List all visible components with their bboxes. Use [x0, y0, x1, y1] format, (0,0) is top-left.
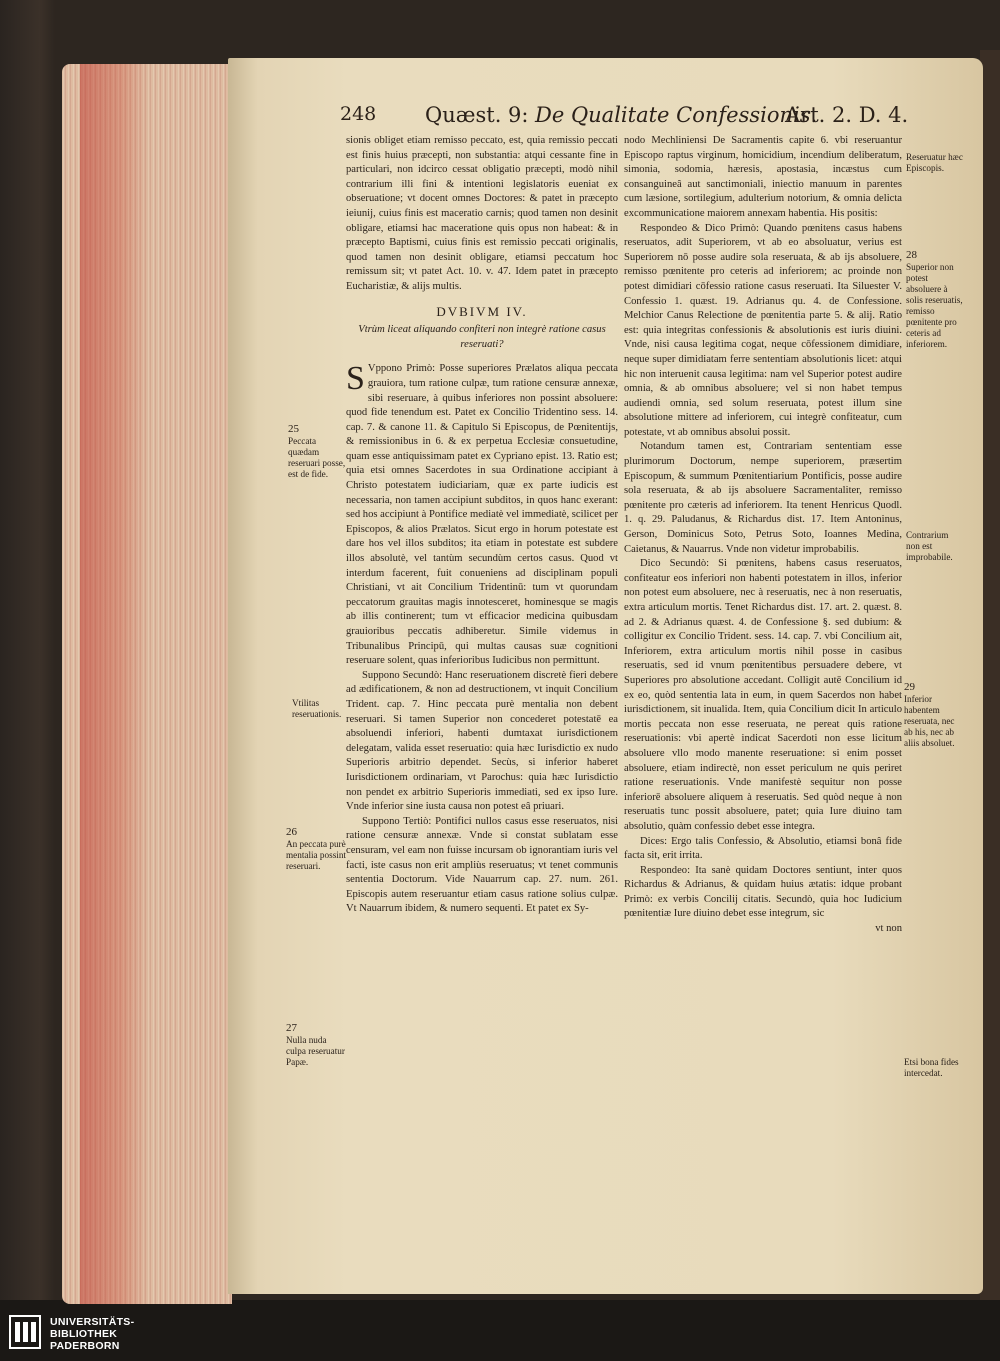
margin-note-text: Contrarium non est improbabile.	[906, 530, 953, 562]
margin-note-text: Peccata quædam reseruari posse, est de fide.	[288, 436, 346, 479]
header-question: Quæst. 9:	[425, 103, 529, 127]
right-paragraph-4: Dico Secundò: Si pœnitens, habens casus reseruatos, confiteatur eos inferiori non habenti potestatem in illos, inferior non potest eum absoluere, nec à reseruatis, nec à non reseruatis, extra articulum mortis. Tenet Richardus dist. 17. art. 2. quæst. 8. ad 2. & Adrianus quæst. 4. de Confessione §. sed dubium: & colligitur ex Concilio Trident. sess. 14. cap. 7. vbi Concilium ait, Inferiorem, extra articulum mortis nihil posse in casibus reseruatis, sed id vnum pœnitentibus persuadere debere, vt Superiores pro absolutione accedant. Colligit autē Concilium id ex eo, quòd sententia lata in eum, in quem Sacerdos non habet iurisdictionem, sit inualida. Item, quia Concilium dicit In articulo mortis peccata non esse reseruata, ne pereat quis ratione reseruationis: vbi apertè indicat Sacerdoti non esse licitum absoluere vllo modo manente reseruatione: si enim posset absoluere, etiam indirectè, non esset periculum ne quis periret ratione reseruationis. Vnde manifestè sequitur non posse inferiorē absoluere aliquem à reseruatis. Sed quòd neque à non reseruatis tunc possit absoluere, patet; quia Iure diuino tam absolutio, quàm confessio debet esse integra.	[624, 558, 902, 832]
page-edges	[62, 64, 232, 1304]
right-column	[624, 134, 902, 937]
margin-note-text: Superior non potest absoluere à solis reseruatis, remisso pœnitente pro ceteris ad inferiorem.	[906, 262, 963, 349]
library-logo	[4, 1308, 144, 1358]
right-paragraph-3: Notandum tamen est, Contrariam sententiam esse plurimorum Doctorum, nempe superiorem, præsertim Episcopum, & summum Pœnitentiarium Pontificis, posse audire sola reseruata, & ab ijs absoluere Sacramentaliter, remisso pœnitente pro cæteris ad inferiorem. Ita tenent Henricus Quodl. 1. q. 29. Paludanus, & Richardus dist. 17. Item Antoninus, Gerson, Dominicus Soto, Petrus Soto, Ioannes Medina, Caietanus, & Nauarrus. Vnde non videtur improbabilis.	[624, 441, 902, 555]
book-gutter	[980, 50, 1000, 1300]
margin-note-27	[286, 1023, 346, 1068]
question-title: Vtrùm liceat aliquando confiteri non integrè ratione casus reseruati?	[358, 324, 606, 350]
margin-note-text: An peccata purè mentalia possint reseruari.	[286, 839, 346, 871]
left-column	[346, 134, 618, 917]
header-article: Art. 2. D. 4.	[785, 103, 909, 127]
catchword: vt non	[875, 923, 902, 935]
library-name: UNIVERSITÄTS- BIBLIOTHEK PADERBORN	[50, 1316, 135, 1352]
page-number: 248	[340, 103, 377, 125]
margin-note-text: Inferior habentem reseruata, nec ab his, nec ab aliis absoluet.	[904, 694, 955, 748]
margin-note-29	[904, 682, 964, 749]
margin-note-text: Vtilitas reseruationis.	[292, 698, 342, 719]
margin-note-text: Etsi bona fides intercedat.	[904, 1057, 959, 1078]
margin-note-reseruatur	[906, 152, 964, 174]
header-title: De Qualitate Confessionis.	[535, 103, 818, 127]
right-paragraph-6: Respondeo: Ita sanè quidam Doctores sentiunt, inter quos Richardus & Adrianus, & quidam huius ætatis: idque probant Primò: ex verbis Concilij citatis. Secundò, quia hoc Iudicium pœnitentiæ Iure diuino debet esse integrum, sic	[624, 864, 902, 920]
margin-note-contrarium	[906, 530, 964, 563]
left-paragraph-1: sionis obliget etiam remisso peccato, est, quia remissio peccati est finis huius præcepti, non substantia: atqui cessante fine in particulari, non idcirco cessat obligatio præcepti, modò nihil contrarium illi fini & intentioni legislatoris eueniat ex obseruatione; vt docent omnes Doctores: & patet in præcepto ieiunij, cuius finis est maceratio carnis; quod tamen non desinit obligare, etiamsi hac maceratione quis opus non habeat: & in præcepto Baptismi, cuius finis est remissio peccati originalis, quod tamen non desinit obligare, etiamsi peccatum hoc remissum sit; vt patet Act. 10. v. 47. Idem patet in præcepto Eucharistiæ, & alijs multis.	[346, 135, 618, 292]
left-paragraph-2: S Vppono Primò: Posse superiores Prælatos aliqua peccata grauiora, tum ratione culpæ, tum ratione censuræ annexæ, sibi reseruare, à quibus inferiores non possint absoluere: quod fide tenendum est. Patet ex Concilio Tridentino sess. 14. cap. 7. & canone 11. & Capitulo Si Episcopus, de Pœnitentijs, & remissionibus in 6. & ex perpetua Ecclesiæ consuetudine, quam esse antiquissimam patet ex Cypriano epist. 13. Ratio est; quia etsi omnes Sacerdotes in sua Ordinatione accipiant à Christo potestatem iudiciariam, quæ ex parte iudicis est necessaria, non tamen accipiunt subditos, in quos hanc exerant: sed hos accipiunt à Pontifice mediatè vel immediatè, scilicet per Episcopos, & alios Prælatos. Sicut ergo in horum potestate est dare hos vel illos subditos; ita etiam in potestate est subdere illos absolutè, vel tantùm secundùm certos casus. Quod vt interdum facerent, fuit conueniens ad disciplinam populi Christiani, vt ait Concilium Tridentinū: tum vt quorundam peccatorum grauitas magis innotesceret, hominesque se magis ab illis continerent; tum vt efficacior medicina quibusdam grauioribus peccatis adhiberetur. Simile videmus in Tribunalibus Principū, qui multas causas suæ cognitioni reseruare solent, quas inferioribus Iudicibus non permittunt.	[346, 360, 618, 667]
margin-number: 25	[288, 423, 299, 435]
margin-note-26	[286, 827, 346, 872]
margin-note-text: Nulla nuda culpa reseruatur Papæ.	[286, 1035, 345, 1067]
drop-cap: S	[346, 360, 365, 398]
right-paragraph-2: Respondeo & Dico Primò: Quando pœnitens casus habens reseruatos, adit Superiorem, vt ab eo absoluatur, verius est Superiorem nō posse audire sola reseruata, & ab ijs absoluere, remisso pœnitente pro ceteris ad inferiorem; ac proinde non potest dimidiari cōfessio ratione casus reseruati. Ita Siluester V. Confessio 1. quæst. 19. Adrianus qu. 4. de Confessione. Melchior Canus Relectione de pœnitentia parte 5. & alij. Ratio est: quia integritas confessionis & absolutionis est iuris diuini. Vnde, nisi causa legitima cogat, neque cōfessionem dimidiare, neque super dimidiatam ferre sententiam absolutionis licet: atqui hic non interuenit causa legitima: nam vel Superior potest audire omnia, & ab omnibus absoluere; vel si non habet tempus audiendi omnia, sed solum reseruata, potest illum sine absolutione mittere ad inferiorem, cui integrè confiteatur, cum potestate, vt ab omnibus absolui possit.	[624, 222, 902, 438]
margin-note-text: Reseruatur hæc Episcopis.	[906, 152, 963, 173]
right-paragraph-1: nodo Mechliniensi De Sacramentis capite 6. vbi reseruantur Episcopo raptus virginum, homicidium, incendium deliberatum, simonia, sodomia, hæresis, apostasia, incæstus cum consanguineâ aut sanctimoniali, iniectio manuum in parentes cum læsione, sortilegium, adulterium notorium, & omnia delicta excommunicatione maiorem annexam habentia. His positis:	[624, 135, 902, 219]
left-paragraph-3: Suppono Secundò: Hanc reseruationem discretè fieri debere ad ædificationem, & non ad destructionem, vt inquit Concilium Trident. cap. 7. Hinc peccata purè mentalia non debent reseruari. Si tamen Superior non concederet potestatē ea absoluendi inferiori, habenti dumtaxat iurisdictionem delegatam, valida esset reseruatio: quia hæc Iurisdictio ex nudo Superioris arbitrio dependet. Secùs, si inferior haberet Iurisdictionem ordinariam, vt Parochus: quia hæc Iurisdictio non pendet ex arbitrio Superioris immediati, sed ex ipso Iure. Vnde inferior sine iusta causa non potest eâ priuari.	[346, 669, 618, 813]
margin-note-etsi	[904, 1057, 964, 1079]
margin-number: 27	[286, 1022, 297, 1034]
margin-note-25	[288, 424, 348, 480]
margin-number: 28	[906, 249, 917, 261]
running-header	[340, 103, 910, 133]
margin-note-utilitas	[292, 698, 352, 720]
library-emblem-icon	[8, 1314, 44, 1352]
right-paragraph-5: Dices: Ergo talis Confessio, & Absolutio, etiamsi bonâ fide facta sit, erit irrita.	[624, 835, 902, 862]
margin-number: 26	[286, 826, 297, 838]
margin-note-28	[906, 250, 964, 350]
margin-number: 29	[904, 681, 915, 693]
left-paragraph-4: Suppono Tertiò: Pontifici nullos casus esse reseruatos, nisi ratione censuræ annexæ. Vnde si constat sublatam esse censuram, vel eam non fuisse incursam ob ignorantiam iuris vel facti, iste casus non erit ampliùs reseruatus; vt tenet communis sententia Doctorum. Vide Nauarrum cap. 27. num. 261. Episcopis autem reseruantur etiam casus ratione solius culpæ. Vt Nauarrum ibidem, & numero sequenti. Et patet ex Sy-	[346, 815, 618, 915]
dubium-heading: DVBIVM IV.	[436, 303, 528, 319]
